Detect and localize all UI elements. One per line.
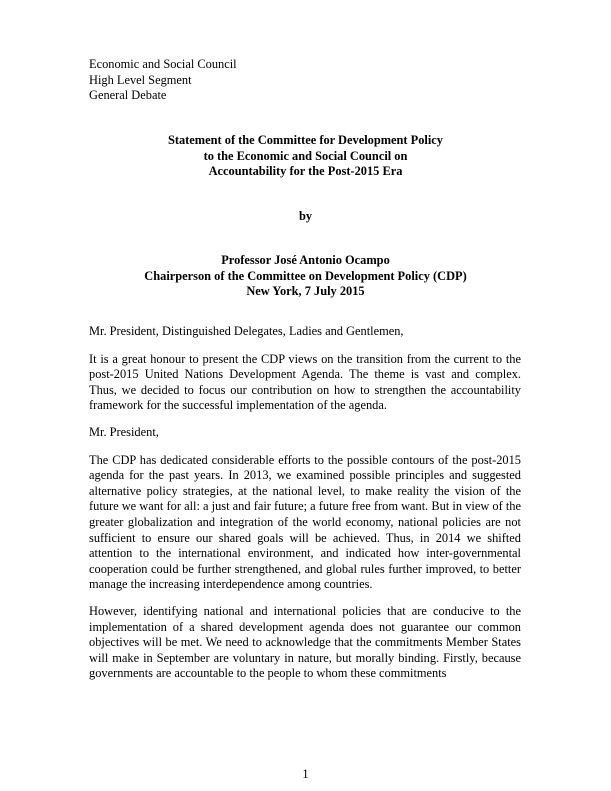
title-line-3: Accountability for the Post-2015 Era <box>208 164 403 179</box>
header-line-debate: General Debate <box>89 88 167 103</box>
speaker-name: Professor José Antonio Ocampo <box>221 253 390 267</box>
speaker-role: Chairperson of the Committee on Development Policy (CDP) <box>144 268 467 283</box>
header-line-segment: High Level Segment <box>89 72 192 87</box>
speaker-place-date: New York, 7 July 2015 <box>246 284 365 299</box>
page-number: 1 <box>302 767 309 781</box>
statement-title <box>0 133 611 180</box>
by-line: by <box>298 209 313 223</box>
statement-body <box>89 324 521 693</box>
address-line: Mr. President, <box>89 424 159 439</box>
paragraph-3: However, identifying national and international policies that are conducive to the implementation of a shared development agenda does not guarantee our common objectives will be met. We need to acknowledge that the commitments Member States will make in September are voluntary in nature, but morally binding. Firstly, because governments are accountable to the people to whom these commitments <box>89 603 521 681</box>
title-line-1: Statement of the Committee for Development Policy <box>167 133 444 147</box>
title-line-2: to the Economic and Social Council on <box>203 148 408 163</box>
paragraph-2: The CDP has dedicated considerable efforts to the possible contours of the post-2015 agenda for the past years. In 2013, we examined possible principles and suggested alternative policy strategies, at the national level, to make reality the vision of the future we want for all: a just and fair future; a future free from want. But in view of the greater globalization and integration of the world economy, national policies are not sufficient to ensure our shared goals will be achieved. Thus, in 2014 we shifted attention to the international environment, and indicated how inter-governmental cooperation could be further strengthened, and global rules further improved, to better manage the increasing interdependence among countries. <box>89 452 521 592</box>
document-header <box>89 57 237 104</box>
paragraph-1: It is a great honour to present the CDP views on the transition from the current to the post-2015 United Nations Development Agenda. The theme is vast and complex. Thus, we decided to focus our contribution on how to strengthen the accountability framework for the successful implementation of the agenda. <box>89 351 521 413</box>
speaker-block <box>0 253 611 300</box>
salutation: Mr. President, Distinguished Delegates, Ladies and Gentlemen, <box>89 324 404 338</box>
header-line-council: Economic and Social Council <box>89 57 237 71</box>
